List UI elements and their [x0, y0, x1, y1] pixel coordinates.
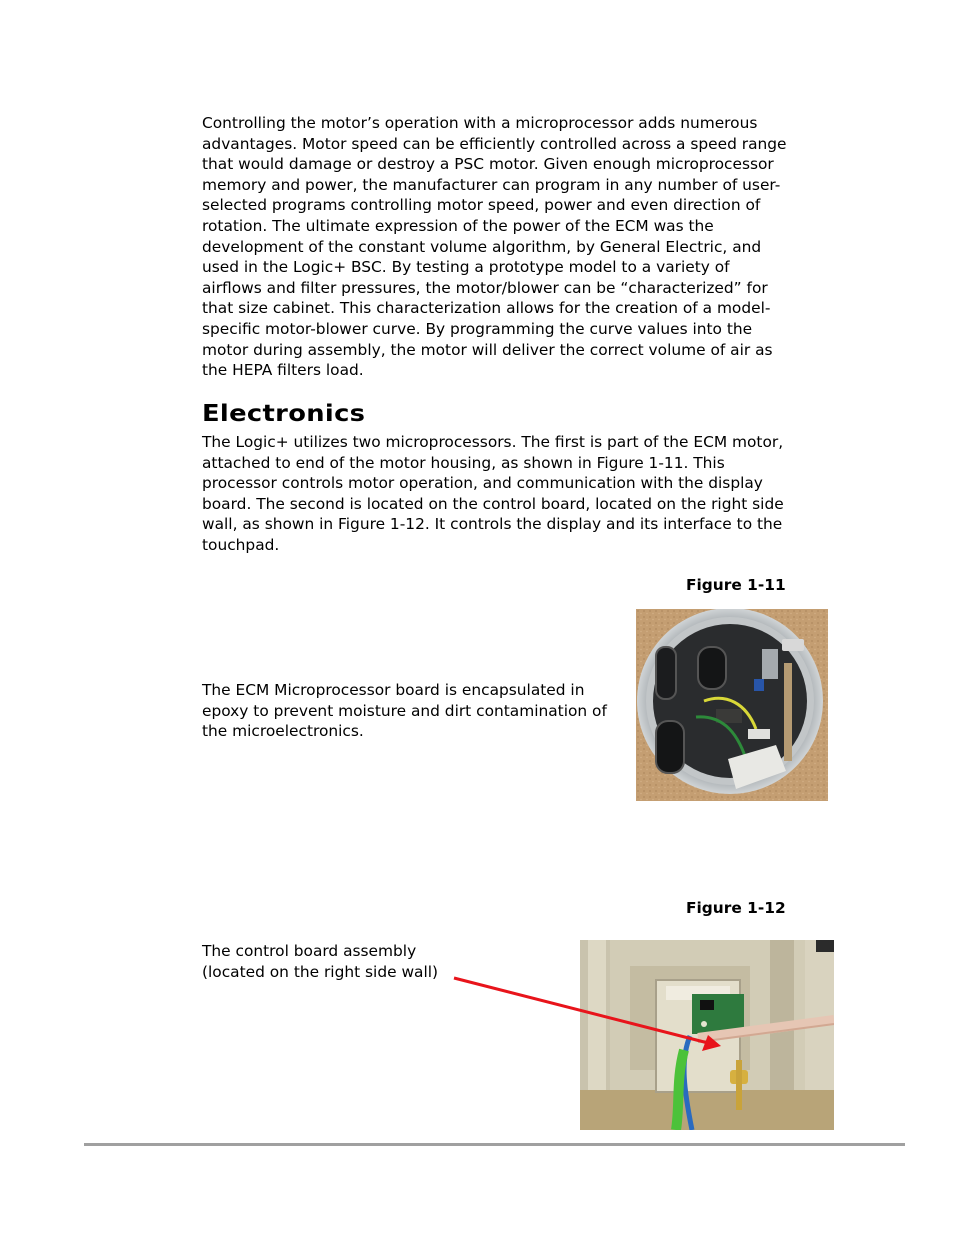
figure-1-11-label: Figure 1-11 — [686, 576, 786, 594]
figure-1-11-caption: The ECM Microprocessor board is encapsulated in epoxy to prevent moisture and dirt contamination of the microelectronics. — [202, 681, 607, 741]
section-heading-electronics: Electronics — [202, 401, 366, 427]
figure-1-12-caption-line2: (located on the right side wall) — [202, 963, 439, 981]
figure-1-12-label: Figure 1-12 — [686, 899, 786, 917]
electronics-paragraph: The Logic+ utilizes two microprocessors. The first is part of the ECM motor, attached to end of the motor housing, as shown in Figure 1-11. This processor controls motor operation, and communication with the display board. The second is located on the control board, located on the right side wall, as shown in Figure 1-12. It controls the display and its interface to the touchpad. — [202, 433, 784, 554]
ecm-motor-photo — [636, 609, 828, 801]
annotation-arrow-icon — [440, 962, 730, 1062]
figure-1-12-caption-line1: The control board assembly — [202, 942, 417, 960]
intro-paragraph: Controlling the motor’s operation with a microprocessor adds numerous advantages. Motor speed can be efficiently controlled across a speed range that would damage or destroy a PSC motor. Given enough microprocessor memory and power, the manufacturer can program in any number of user-selected programs controlling motor speed, power and even direction of rotation. The ultimate expression of the power of the ECM was the development of the constant volume algorithm, by General Electric, and used in the Logic+ BSC. By testing a prototype model to a variety of airflows and filter pressures, the motor/blower can be “characterized” for that size cabinet. This characterization allows for the creation of a model-specific motor-blower curve. By programming the curve values into the motor during assembly, the motor will deliver the correct volume of air as the HEPA filters load. — [202, 114, 787, 380]
ecm-motor-illustration — [636, 609, 828, 801]
footer-divider — [84, 1143, 905, 1146]
